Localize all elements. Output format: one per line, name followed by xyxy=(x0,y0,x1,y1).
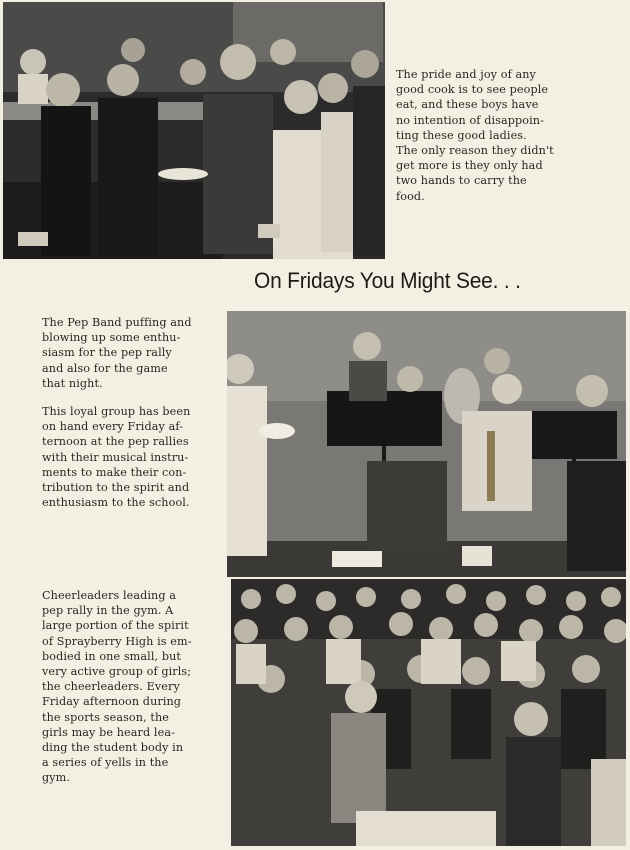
pep-band-caption-1: The Pep Band puffing and blowing up some enthu- siasm for the pep rally and also for the game that night. xyxy=(42,316,192,390)
cafeteria-caption-text: The pride and joy of any good cook is to see people eat, and these boys have no intention of disappoin- ting these good ladies. The only reason they didn't get more is they only had two hands to carry the food. xyxy=(396,68,554,203)
pep-band-photo xyxy=(227,311,626,577)
pep-band-caption-2: This loyal group has been on hand every Friday af- ternoon at the pep rallies with their musical instru- ments to make their con- tribution to the spirit and enthusiasm to the school. xyxy=(42,405,191,510)
gym-crowd-photo xyxy=(231,579,626,846)
cheerleaders-caption-text: Cheerleaders leading a pep rally in the gym. A large portion of the spirit of Sprayberry High is em- bodied in one small, but very active group of girls; the cheerleaders. Every Friday afternoon during the sports season, the girls may be heard lea- ding the student body in a series of yells in the gym. xyxy=(42,589,192,785)
cafeteria-photo xyxy=(3,2,385,259)
section-headline: On Fridays You Might See. . . xyxy=(254,268,521,293)
cheerleaders-caption xyxy=(42,588,227,799)
pep-band-caption xyxy=(42,315,222,523)
cafeteria-caption xyxy=(396,67,626,217)
